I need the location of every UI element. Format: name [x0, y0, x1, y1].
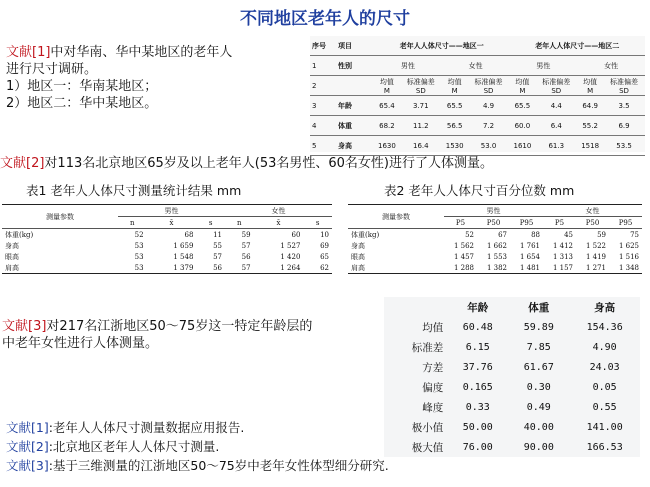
table-row: [348, 240, 642, 251]
table-cell: 7.85: [526, 341, 551, 353]
table-cell: 65: [320, 252, 329, 261]
table-cell: 1 382: [486, 263, 507, 272]
table-cell: 57: [241, 241, 251, 250]
table-cell: 0.33: [465, 401, 490, 413]
table-cell: 偏度: [422, 381, 444, 394]
table-cell: 男性: [374, 56, 442, 76]
table-beijing-stats: [2, 204, 332, 274]
table-cell: 45: [564, 230, 573, 239]
table-region-comparison: [310, 36, 645, 152]
table-cell: 0.165: [462, 381, 493, 393]
table-cell: 67: [498, 230, 507, 239]
table-cell: 55: [213, 241, 222, 250]
table-cell: 166.53: [586, 441, 623, 453]
table-row: [2, 262, 332, 273]
table-cell: 5: [310, 136, 336, 156]
reference-item: [6, 418, 526, 437]
table-cell: 方差: [422, 361, 444, 374]
table-cell: 88: [531, 230, 540, 239]
table-row: [348, 251, 642, 262]
table-cell: 1 288: [453, 263, 474, 272]
table-cell: 10: [320, 230, 329, 239]
table-cell: 1518: [577, 136, 603, 156]
th-sub: P95: [618, 218, 633, 227]
table-cell: 0.49: [526, 401, 551, 413]
table-cell: 65.4: [374, 96, 400, 116]
table-cell: 60.0: [509, 116, 535, 136]
table-cell: 61.67: [523, 361, 554, 373]
table-cell: 眼高: [5, 252, 19, 261]
table-cell: 1 348: [618, 263, 639, 272]
table-cell: 11.2: [400, 116, 442, 136]
table-cell: 6.4: [535, 116, 577, 136]
th-female: 女性: [543, 205, 642, 217]
table-cell: 1 654: [519, 252, 540, 261]
th-height: 身高: [594, 301, 616, 314]
th-param: 测量参数: [46, 212, 74, 221]
table-cell: 1 457: [453, 252, 474, 261]
table-cell: 男性: [509, 56, 577, 76]
table-cell: 标准偏差 SD: [400, 76, 442, 96]
table-cell: 均值: [422, 321, 444, 334]
table-cell: 肩高: [351, 263, 365, 272]
table-row: [384, 317, 640, 337]
table-cell: 61.3: [535, 136, 577, 156]
table-cell: 1 761: [519, 241, 540, 250]
table-cell: 年龄: [336, 96, 374, 116]
table-cell: 57: [241, 263, 251, 272]
th-sub: P5: [455, 218, 466, 227]
table-cell: 62: [320, 263, 329, 272]
reference-text: :老年人人体尺寸测量数据应用报告.: [48, 420, 245, 435]
reference-list: [6, 418, 526, 475]
table-cell: 53: [134, 241, 144, 250]
table-cell: 50.00: [462, 421, 493, 433]
table-cell: 7.2: [468, 116, 510, 136]
jiangzhe-text-2: 中老年女性进行人体测量。: [2, 336, 159, 351]
th-female: 女性: [225, 205, 332, 217]
ref-tag[interactable]: 文献[1]: [6, 420, 49, 435]
table-cell: 141.00: [586, 421, 623, 433]
ref-tag[interactable]: 文献[3]: [6, 458, 49, 473]
table-beijing-percentiles: [348, 204, 642, 274]
th-sub: s: [208, 218, 213, 227]
table-row: [384, 397, 640, 417]
table-cell: 4: [310, 116, 336, 136]
th-sub: n: [130, 218, 135, 227]
table-cell: 标准偏差 SD: [535, 76, 577, 96]
table-cell: 1 412: [552, 241, 573, 250]
intro-item-2: 2）地区二：华中某地区。: [6, 96, 158, 111]
th-sub: x̄: [169, 218, 174, 227]
table-cell: 3.71: [400, 96, 442, 116]
th-sub: s: [315, 218, 320, 227]
table-cell: 11: [213, 230, 222, 239]
th-weight: 体重: [528, 301, 550, 314]
table2-caption: 表2 老年人人体尺寸百分位数 mm: [384, 183, 575, 198]
table-cell: 1530: [442, 136, 468, 156]
table-cell: 体重: [336, 116, 374, 136]
table-row: [310, 96, 645, 116]
table-cell: 56.5: [442, 116, 468, 136]
table-cell: 0.05: [592, 381, 617, 393]
th-sub: P95: [519, 218, 534, 227]
table-cell: 90.00: [523, 441, 554, 453]
table-cell: 极小值: [411, 421, 444, 434]
table-cell: 24.03: [589, 361, 620, 373]
table-cell: 154.36: [586, 321, 623, 333]
table-cell: 57: [213, 252, 222, 261]
table-cell: 60.48: [462, 321, 493, 333]
table-row: [348, 229, 642, 241]
ref-tag[interactable]: 文献[2]: [6, 439, 49, 454]
table-cell: 均值 M: [577, 76, 603, 96]
table-row: [2, 251, 332, 262]
table-cell: 16.4: [400, 136, 442, 156]
table-cell: 1 522: [585, 241, 606, 250]
table-cell: 37.76: [462, 361, 493, 373]
table-cell: 女性: [442, 56, 510, 76]
table-cell: 4.90: [592, 341, 617, 353]
table-cell: 52: [134, 230, 144, 239]
table-cell: 均值 M: [442, 76, 468, 96]
table-cell: 59: [597, 230, 606, 239]
intro-item-1: 1）地区一：华南某地区；: [6, 79, 158, 94]
table-cell: 极大值: [411, 441, 444, 454]
table-cell: 6.9: [603, 116, 645, 136]
th-sub: x̄: [276, 218, 281, 227]
reference-item: [6, 456, 526, 475]
beijing-text: 对113名北京地区65岁及以上老年人(53名男性、60名女性)进行了人体测量。: [44, 156, 494, 171]
table-cell: 60: [291, 230, 301, 239]
table-row: [348, 262, 642, 273]
table-row: [2, 240, 332, 251]
ref-link-1[interactable]: 文献[1]: [6, 45, 51, 60]
table-cell: 0.55: [592, 401, 617, 413]
table-cell: 1 264: [280, 263, 301, 272]
intro-paragraph: [6, 44, 306, 112]
table-cell: 3.5: [603, 96, 645, 116]
table-cell: 标准偏差 SD: [603, 76, 645, 96]
table-cell: 2: [310, 76, 336, 96]
table-cell: 标准偏差 SD: [468, 76, 510, 96]
table-cell: 59.89: [523, 321, 554, 333]
reference-item: [6, 437, 526, 456]
table-cell: 1 562: [453, 241, 474, 250]
table-cell: 59: [241, 230, 251, 239]
th-age: 年龄: [467, 301, 489, 314]
table-row: [310, 116, 645, 136]
table-cell: 体重(kg): [5, 230, 34, 239]
table-cell: 76.00: [462, 441, 493, 453]
th-item: 项目: [336, 36, 374, 56]
th-param: 测量参数: [382, 212, 410, 221]
table-cell: 1 271: [585, 263, 606, 272]
ref-link-3[interactable]: 文献[3]: [2, 319, 47, 334]
table-cell: 56: [241, 252, 251, 261]
beijing-paragraph: [0, 155, 650, 172]
table-cell: 1 662: [486, 241, 507, 250]
intro-text-2: 进行尺寸调研。: [6, 62, 98, 77]
reference-text: :基于三维测量的江浙地区50～75岁中老年女性体型细分研究.: [48, 458, 389, 473]
th-male: 男性: [444, 205, 543, 217]
table-cell: 身高: [351, 241, 365, 250]
intro-text-1: 中对华南、华中某地区的老年人: [50, 45, 233, 60]
table-cell: 69: [320, 241, 329, 250]
th-sub: P50: [585, 218, 600, 227]
table-cell: 1 625: [618, 241, 639, 250]
table-cell: 40.00: [523, 421, 554, 433]
table-cell: 1 481: [519, 263, 540, 272]
table1-caption: 表1 老年人人体尺寸测量统计结果 mm: [26, 183, 242, 198]
table-cell: 65.5: [442, 96, 468, 116]
table-cell: 眼高: [351, 252, 365, 261]
table-cell: 3: [310, 96, 336, 116]
table-cell: 53.0: [468, 136, 510, 156]
table-cell: 性别: [336, 56, 374, 76]
table-cell: [336, 76, 374, 96]
th-sub: n: [237, 218, 242, 227]
table-cell: 55.2: [577, 116, 603, 136]
table-cell: 1630: [374, 136, 400, 156]
table-cell: 1 527: [280, 241, 301, 250]
table-cell: 65.5: [509, 96, 535, 116]
table-cell: 6.15: [465, 341, 490, 353]
table-cell: 均值 M: [509, 76, 535, 96]
table-row: [310, 136, 645, 156]
table-row: [384, 337, 640, 357]
table-cell: 4.9: [468, 96, 510, 116]
table-cell: 68.2: [374, 116, 400, 136]
table-row: [2, 229, 332, 241]
table-cell: 均值 M: [374, 76, 400, 96]
table-cell: 肩高: [5, 263, 19, 272]
table-cell: 1 659: [173, 241, 194, 250]
th-male: 男性: [118, 205, 225, 217]
table-row: [384, 377, 640, 397]
table-cell: 身高: [336, 136, 374, 156]
table-cell: 峰度: [422, 401, 444, 414]
table-cell: 52: [465, 230, 474, 239]
th-sub: P50: [486, 218, 501, 227]
table-row: [384, 357, 640, 377]
th-empty: [384, 297, 447, 317]
table-cell: 56: [213, 263, 222, 272]
th-region2: 老年人人体尺寸——地区二: [509, 36, 645, 56]
table-cell: 53: [134, 252, 144, 261]
table-cell: 75: [630, 230, 639, 239]
table-cell: 标准差: [411, 341, 444, 354]
th-index: 序号: [310, 36, 336, 56]
table-cell: 1 420: [280, 252, 301, 261]
table-cell: 64.9: [577, 96, 603, 116]
th-region1: 老年人人体尺寸——地区一: [374, 36, 509, 56]
table-cell: 1 379: [173, 263, 194, 272]
table-cell: 1 419: [585, 252, 606, 261]
jiangzhe-paragraph: [2, 318, 382, 352]
table-cell: 53.5: [603, 136, 645, 156]
table-cell: 1 553: [486, 252, 507, 261]
table-cell: 0.30: [526, 381, 551, 393]
ref-link-2[interactable]: 文献[2]: [0, 156, 45, 171]
table-cell: 68: [184, 230, 194, 239]
table-cell: 1610: [509, 136, 535, 156]
table-cell: 1: [310, 56, 336, 76]
reference-text: :北京地区老年人人体尺寸测量.: [48, 439, 220, 454]
table-cell: 女性: [577, 56, 645, 76]
table-cell: 1 516: [618, 252, 639, 261]
table-cell: 1 157: [552, 263, 573, 272]
table-cell: 53: [134, 263, 144, 272]
table-cell: 身高: [5, 241, 19, 250]
table-cell: 4.4: [535, 96, 577, 116]
page-title: 不同地区老年人的尺寸: [240, 9, 410, 29]
th-sub: P5: [554, 218, 565, 227]
table-cell: 1 313: [552, 252, 573, 261]
table-cell: 体重(kg): [351, 230, 380, 239]
table-cell: 1 548: [173, 252, 194, 261]
jiangzhe-text-1: 对217名江浙地区50～75岁这一特定年龄层的: [46, 319, 313, 334]
